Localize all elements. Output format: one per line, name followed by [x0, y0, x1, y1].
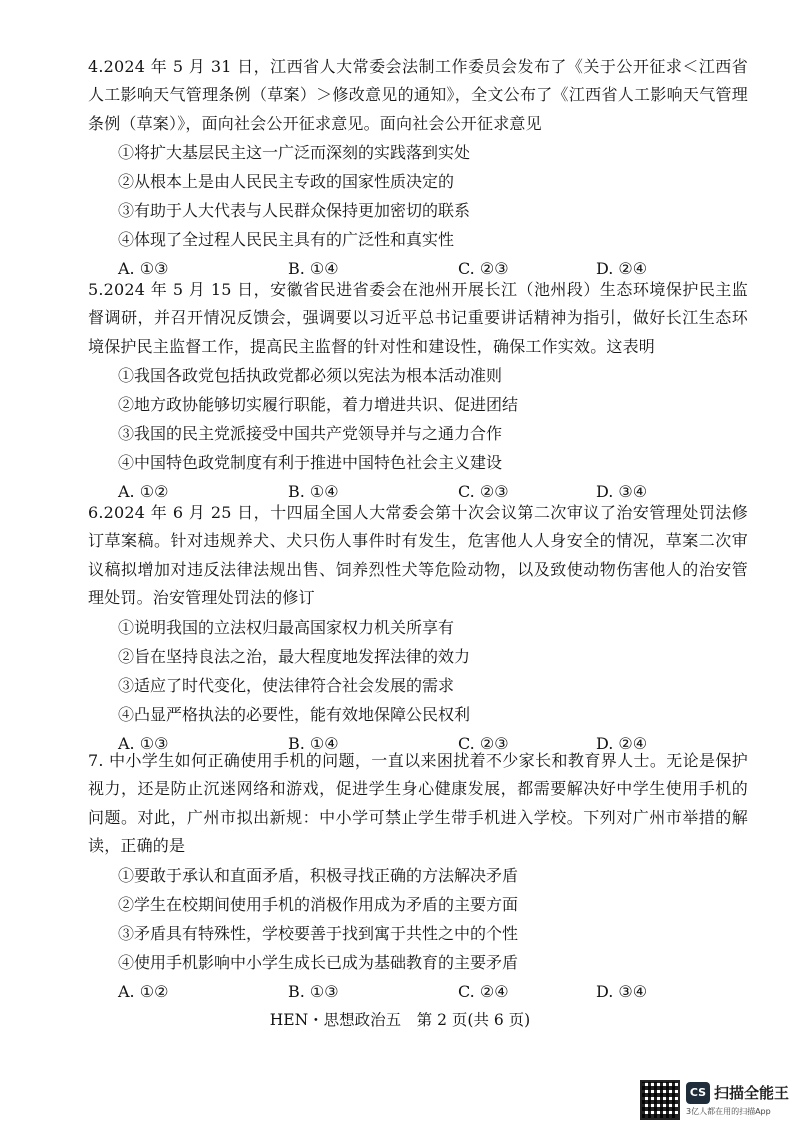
scanner-watermark	[640, 1080, 790, 1120]
choice-c: C. ②③	[458, 733, 509, 753]
choice-c: C. ②③	[458, 482, 509, 502]
choice-c: C. ②④	[458, 981, 509, 1001]
choice-c: C. ②③	[458, 259, 509, 279]
statement-option: ③矛盾具有特殊性，学校要善于找到寓于共性之中的个性	[118, 923, 519, 943]
question-stem: 5.2024 年 5 月 15 日，安徽省民进省委会在池州开展长江（池州段）生态环境保护民主监督调研，并召开情况反馈会，强调要以习近平总书记重要讲话精神为指引，做好长江生态环境保护民主监督工作，提高民主监督的针对性和建设性，确保工作实效。这表明	[88, 280, 748, 356]
choice-a: A. ①②	[118, 482, 169, 502]
choice-a: A. ①③	[118, 259, 169, 279]
statement-option: ②学生在校期间使用手机的消极作用成为矛盾的主要方面	[118, 894, 519, 914]
qr-code-icon	[640, 1080, 680, 1120]
question-stem: 6.2024 年 6 月 25 日，十四届全国人大常委会第十次会议第二次审议了治安管理处罚法修订草案稿。针对违规养犬、犬只伤人事件时有发生，危害他人人身安全的情况，草案二次审议稿拟增加对违反法律法规出售、饲养烈性犬等危险动物，以及致使动物伤害他人的治安管理处罚。治安管理处罚法的修订	[88, 503, 748, 608]
statement-option: ③我国的民主党派接受中国共产党领导并与之通力合作	[118, 424, 503, 444]
statement-option: ①将扩大基层民主这一广泛而深刻的实践落到实处	[118, 143, 471, 163]
scanner-app-name: 扫描全能王	[714, 1084, 790, 1102]
scanner-slogan: 3亿人都在用的扫描App	[686, 1107, 771, 1116]
question-stem: 4.2024 年 5 月 31 日，江西省人大常委会法制工作委员会发布了《关于公开征求＜江西省人工影响天气管理条例（草案）＞修改意见的通知》，全文公布了《江西省人工影响天气管理条例（草案）》，面向社会公开征求意见。面向社会公开征求意见	[88, 57, 748, 133]
question-5	[88, 276, 748, 506]
statement-option: ②地方政协能够切实履行职能，着力增进共识、促进团结	[118, 395, 519, 415]
choice-d: D. ②④	[596, 733, 648, 753]
statement-option: ①要敢于承认和直面矛盾，积极寻找正确的方法解决矛盾	[118, 865, 519, 885]
statement-option: ①我国各政党包括执政党都必须以宪法为根本活动准则	[118, 366, 503, 386]
page-footer: HEN・思想政治五 第 2 页(共 6 页)	[269, 1011, 531, 1029]
statement-option: ①说明我国的立法权归最高国家权力机关所享有	[118, 617, 455, 637]
statement-option: ③有助于人大代表与人民群众保持更加密切的联系	[118, 201, 471, 221]
question-stem: 7. 中小学生如何正确使用手机的问题，一直以来困扰着不少家长和教育界人士。无论是保护视力，还是防止沉迷网络和游戏，促进学生身心健康发展，都需要解决好中学生使用手机的问题。对此，广州市拟出新规：中小学可禁止学生带手机进入学校。下列对广州市举措的解读，正确的是	[88, 751, 748, 856]
answer-choices	[88, 977, 748, 1006]
camscanner-logo-icon: CS	[686, 1082, 710, 1104]
choice-d: D. ③④	[596, 981, 648, 1001]
choice-a: A. ①②	[118, 981, 169, 1001]
choice-b: B. ①③	[288, 981, 339, 1001]
choice-d: D. ③④	[596, 482, 648, 502]
choice-a: A. ①③	[118, 733, 169, 753]
statement-option: ②从根本上是由人民民主专政的国家性质决定的	[118, 172, 455, 192]
statement-option: ②旨在坚持良法之治，最大程度地发挥法律的效力	[118, 646, 471, 666]
choice-b: B. ①④	[288, 259, 339, 279]
choice-b: B. ①④	[288, 733, 339, 753]
statement-option: ④中国特色政党制度有利于推进中国特色社会主义建设	[118, 453, 503, 473]
question-6	[88, 499, 748, 758]
question-4	[88, 53, 748, 283]
choice-d: D. ②④	[596, 259, 648, 279]
statement-option: ④体现了全过程人民民主具有的广泛性和真实性	[118, 230, 455, 250]
choice-b: B. ①④	[288, 482, 339, 502]
statement-option: ④使用手机影响中小学生成长已成为基础教育的主要矛盾	[118, 952, 519, 972]
statement-option: ④凸显严格执法的必要性，能有效地保障公民权利	[118, 704, 471, 724]
question-7	[88, 747, 748, 1006]
statement-option: ③适应了时代变化，使法律符合社会发展的需求	[118, 675, 455, 695]
